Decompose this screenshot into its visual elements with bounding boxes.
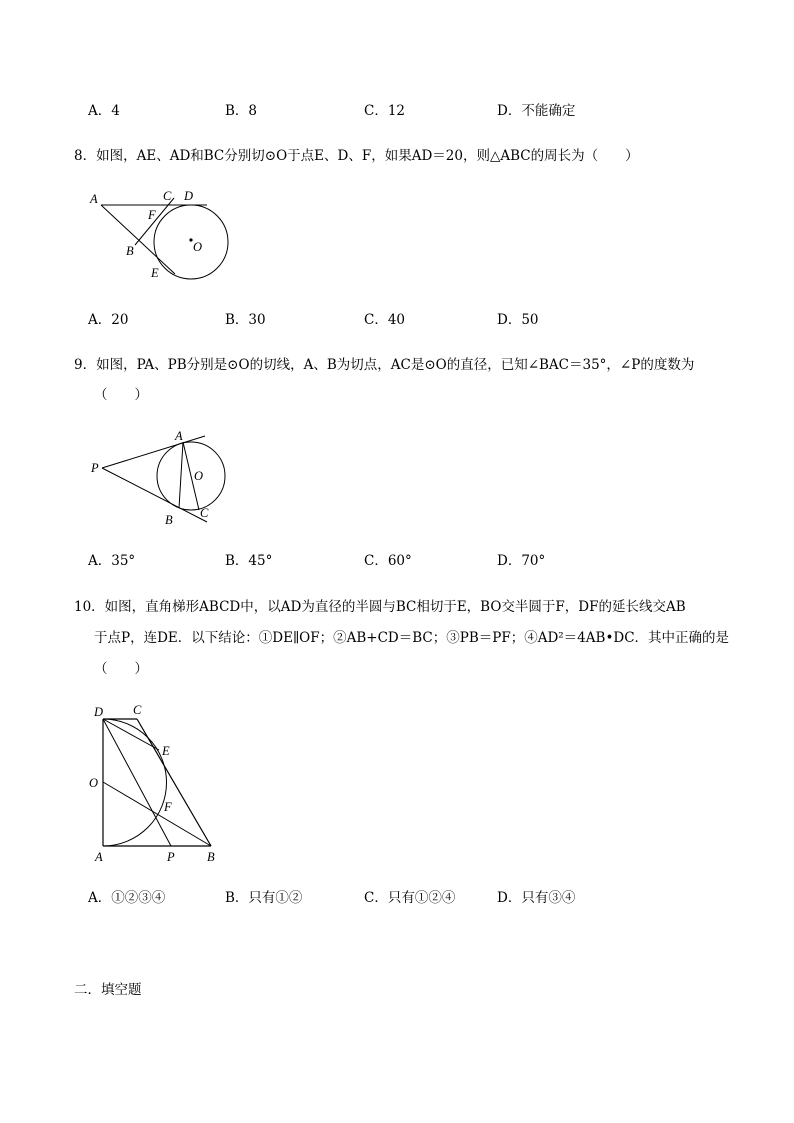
q9-option-b: B．45° [225, 553, 273, 569]
q7-option-d: D．不能确定 [497, 103, 576, 119]
q10-option-d: D．只有③④ [497, 890, 576, 906]
q8-label-f: F [148, 208, 156, 222]
q10-stem-line1: 10．如图，直角梯形ABCD中，以AD为直径的半圆与BC相切于E，BO交半圆于F，DF的延长线交AB [74, 599, 686, 615]
q10-label-c: C [133, 703, 142, 717]
q10-option-a: A．①②③④ [88, 890, 166, 906]
q8-option-d: D．50 [497, 312, 539, 328]
q10-label-e: E [162, 744, 170, 758]
q9-option-a: A．35° [88, 553, 136, 569]
q8-label-e: E [151, 266, 159, 280]
q9-label-c: C [200, 506, 209, 520]
q8-figure [85, 185, 245, 285]
q7-option-c: C．12 [364, 103, 406, 119]
q10-stem-line3: （ ） [94, 661, 148, 677]
q10-option-c: C．只有①②④ [364, 890, 456, 906]
q8-circle [154, 205, 228, 279]
q9-line-pa [102, 436, 205, 468]
q8-label-b: B [126, 244, 134, 258]
q9-option-c: C．60° [364, 553, 412, 569]
q9-label-a: A [175, 429, 183, 443]
q8-option-b: B．30 [225, 312, 266, 328]
q10-line-ob [103, 782, 211, 846]
q9-option-d: D．70° [497, 553, 546, 569]
q9-label-p: P [91, 461, 99, 475]
q10-label-b: B [207, 850, 215, 864]
q8-option-a: A．20 [88, 312, 129, 328]
q9-label-o: O [194, 469, 204, 483]
q9-figure [85, 428, 235, 528]
q10-figure [85, 700, 235, 870]
q8-label-o: O [193, 240, 203, 254]
q9-stem-line2: （ ） [94, 387, 148, 403]
q10-semicircle [103, 719, 167, 846]
q8-label-a: A [90, 192, 98, 206]
q10-label-a: A [95, 850, 103, 864]
section-title: 二．填空题 [74, 982, 142, 998]
q9-line-ab [179, 442, 183, 508]
q8-stem: 8．如图，AE、AD和BC分别切⊙O于点E、D、F，如果AD＝20，则△ABC的周长为（ ） [74, 148, 639, 164]
q8-option-c: C．40 [364, 312, 406, 328]
q10-label-f: F [164, 800, 172, 814]
q8-line-ae [101, 205, 175, 274]
q8-label-d: D [184, 189, 194, 203]
q9-stem-line1: 9．如图，PA、PB分别是⊙O的切线，A、B为切点，AC是⊙O的直径，已知∠BAC＝35°，∠P的度数为 [74, 357, 695, 373]
q10-option-b: B．只有①② [225, 890, 303, 906]
q7-option-a: A．4 [88, 103, 120, 119]
q10-label-o: O [89, 776, 99, 790]
q7-option-b: B．8 [225, 103, 258, 119]
q10-stem-line2: 于点P，连DE．以下结论：①DE∥OF；②AB+CD＝BC；③PB＝PF；④AD²＝4AB•DC．其中正确的是 [94, 630, 730, 646]
q9-label-b: B [165, 513, 173, 527]
q10-label-p: P [167, 850, 175, 864]
q10-label-d: D [94, 705, 104, 719]
q8-label-c: C [163, 189, 172, 203]
